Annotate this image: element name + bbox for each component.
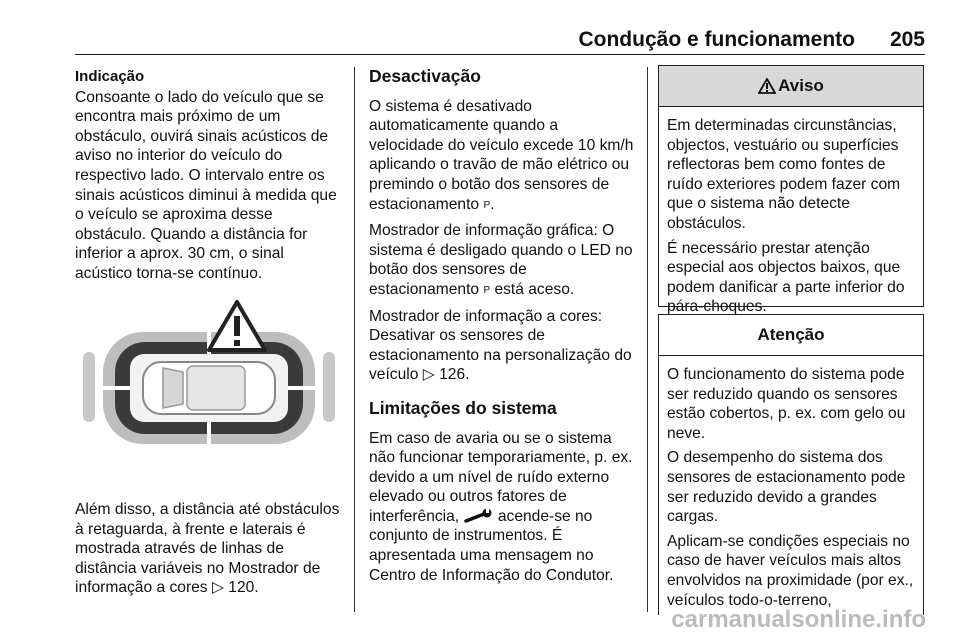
warning-box-title: Aviso <box>659 66 923 107</box>
paragraph: É necessário prestar atenção especial aos objectos baixos, que podem danificar a parte inferior do pára-choques. <box>667 239 905 316</box>
column-1 <box>75 67 343 290</box>
parking-sensor-icon: P <box>483 199 491 211</box>
arrow-icon: ▷ <box>211 579 224 597</box>
paragraph: O desempenho do sistema dos sensores de estacionamento pode ser reduzido devido a grandes cargas. <box>667 449 906 526</box>
page-number: 205 <box>889 28 925 51</box>
paragraph: Além disso, a distância até obstáculos à retaguarda, à frente e laterais é mostrada através de linhas de distância variáveis no Mostrador de informação a cores ▷ 120. <box>75 501 340 597</box>
wrench-icon <box>464 509 494 523</box>
attention-box-title: Atenção <box>659 315 923 356</box>
paragraph: O sistema é desativado automaticamente quando a velocidade do veículo excede 10 km/h aplicando o travão de mão elétrico ou premindo o botão dos sensores de estacionamento P. <box>369 97 635 216</box>
column-divider-2 <box>647 67 648 612</box>
column-1-bottom <box>75 500 343 604</box>
warning-box <box>658 65 924 316</box>
column-divider-1 <box>354 67 355 612</box>
parking-sensor-icon: P <box>483 284 491 296</box>
paragraph: Em determinadas circunstâncias, objectos, vestuário ou superfícies reflectoras bem como fontes de ruído exteriores podem fazer com que o sistema não detecte obstáculos. <box>667 117 901 232</box>
section-heading-desactivacao: Desactivação <box>369 66 481 86</box>
section-heading-indicacao: Indicação <box>75 68 145 85</box>
attention-box <box>658 314 924 615</box>
watermark: carmanualsonline.info <box>671 606 926 633</box>
warning-box-body <box>659 107 923 326</box>
paragraph: Consoante o lado do veículo que se encontra mais próximo de um obstáculo, ouvirá sinais acústicos de aviso no interior do veículo do respectivo lado. O intervalo entre os sinais acústicos diminui à medida que o veículo se aproxima desse obstáculo. Quando a distância for inferior a aprox. 30 cm, o sinal acústico torna-se contínuo. <box>75 88 337 282</box>
paragraph: Mostrador de informação gráfica: O sistema é desligado quando o LED no botão dos sensores de estacionamento P está aceso. <box>369 221 635 300</box>
paragraph: Mostrador de informação a cores: Desativar os sensores de estacionamento na personalização do veículo ▷ 126. <box>369 307 632 384</box>
paragraph: Em caso de avaria ou se o sistema não funcionar temporariamente, p. ex. devido a um nível de ruído externo elevado ou outros fatores de interferência, acende-se no conjunto de instrumentos. É apresentada uma mensagem no Centro de Informação do Condutor. <box>369 429 633 584</box>
parking-sensor-illustration <box>75 292 343 472</box>
column-2 <box>369 67 635 591</box>
warning-icon <box>758 78 776 94</box>
page-header <box>75 22 925 52</box>
page-title: Condução e funcionamento <box>578 28 855 51</box>
attention-box-body <box>659 356 923 619</box>
arrow-icon: ▷ <box>422 366 435 384</box>
paragraph: Aplicam-se condições especiais no caso de haver veículos mais altos envolvidos na proximidade (por ex., veículos todo-o-terreno, <box>667 532 914 609</box>
header-rule <box>75 54 925 55</box>
section-heading-limitacoes: Limitações do sistema <box>369 397 557 418</box>
paragraph: O funcionamento do sistema pode ser reduzido quando os sensores estão cobertos, p. ex. com gelo ou neve. <box>667 366 906 442</box>
